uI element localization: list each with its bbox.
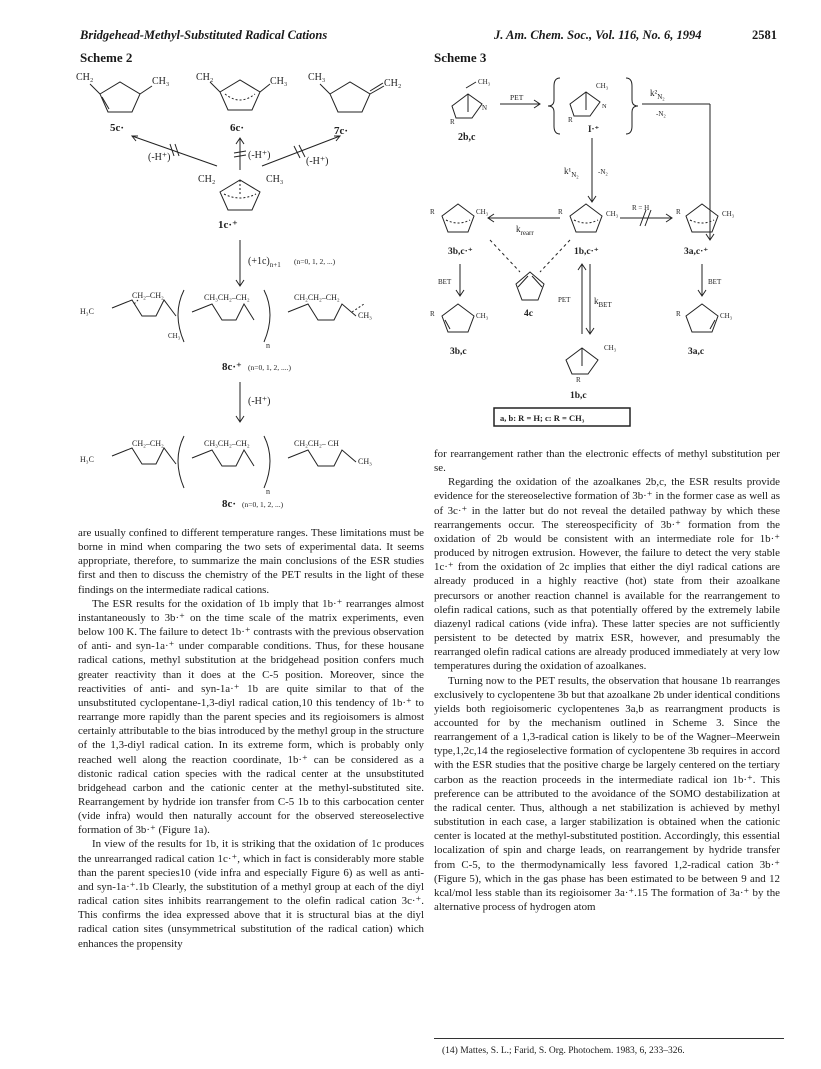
running-title: Bridgehead-Methyl-Substituted Radical Cations [80, 28, 328, 42]
structure-6c [210, 80, 270, 110]
pet-mid-label: PET [558, 296, 571, 304]
chain-label: CH₂CH₂–CH₂ [294, 293, 340, 302]
r-label: R [676, 310, 681, 318]
structure-5c [90, 82, 152, 112]
chain-label: CH₂–CH₂ [132, 291, 164, 300]
bet-right-label: BET [708, 278, 722, 286]
structure-4c [516, 272, 544, 300]
ch2-label: CH₂ [198, 174, 216, 185]
minus-h-left: (-H⁺) [148, 152, 171, 163]
k1-label: $k^1_{N_2}$ [564, 166, 579, 179]
ch3-label: CH₃ [270, 76, 288, 87]
structure-1bc-cation [570, 204, 602, 232]
n-range-2: (n=0, 1, 2, ....) [248, 363, 291, 372]
ch3-label: CH₃ [152, 76, 170, 87]
label-5c: 5c· [110, 122, 125, 134]
n-label: N [602, 103, 607, 110]
r-equals-h-label: R = H [632, 204, 650, 212]
footnote: (14) Mattes, S. L.; Farid, S. Org. Photochem. 1983, 6, 233–326. [442, 1046, 685, 1056]
h3c-label: H₃C [80, 307, 94, 316]
ch2-label: CH₂ [384, 78, 402, 89]
ch3-label: CH₃ [606, 210, 619, 218]
label-8c-radical: 8c· [222, 498, 237, 510]
scheme-2-figure [72, 64, 412, 514]
n-range-3: (n=0, 1, 2, ...) [242, 500, 284, 509]
label-1bc: 1b,c [570, 391, 587, 401]
pet-label: PET [510, 93, 524, 102]
minus-n2-label: -N₂ [656, 110, 666, 118]
r-label: R [568, 116, 573, 124]
n-range-1: (n=0, 1, 2, ...) [294, 257, 336, 266]
scheme-3-figure [420, 64, 750, 436]
ch3-label: CH₃ [358, 311, 372, 320]
pet-bet-equilibrium [578, 264, 594, 334]
blocked-arrow [620, 210, 672, 226]
k2-arrow [642, 104, 714, 240]
footnote-rule [434, 1038, 784, 1039]
k-rearr-arrow [488, 214, 560, 222]
chain-label: CH₃CH₂–CH₂ [204, 293, 250, 302]
structure-3bc [442, 304, 474, 332]
paragraph: Regarding the oxidation of the azoalkanes 2b,c, the ESR results provide evidence for the stereoselective formation of 3b·⁺ in the former case as well as of 3c·⁺ in the latter but do not reveal the detailed pathway by which these rearrangements occur. The stereospecificity of 3b·⁺ formation from the oxidation of 2b would be consistent with an intermediate role for 1b·⁺ produced by nitrogen extrusion. However, the failure to detect the very stable 1c·⁺ from the oxidation of 2c implies that either the diyl radical cations are already produced in a highly reactive (hot) state from their azoalkane precursors or another reaction channel is available for the rearrangement to olefin radical cations, such as that potentially offered by the extremely labile diazenyl radical cations (vide infra). These latter species are not sufficiently persistent to be detected by matrix ESR, however, and presumably the rearranged olefin radical cations are already produced immediately at very low temperatures during the oxidation of azoalkanes. [434, 476, 780, 673]
paragraph: In view of the results for 1b, it is striking that the oxidation of 1c produces the unrearranged radical cation 1c·⁺, which in fact is considerably more stable than the parent species10 (vide infra and especially Figure 6) as well as anti- and syn-1a·⁺.1b Clearly, the substitution of a methyl group at each of the diyl radical cation sites inhibits rearrangement to the olefin radical cation 3c·⁺. This confirms the idea expressed above that it is structural bias at the diyl radical cation sites (unsymmetrical substitution of the radical cation) which enhances the propensity [78, 838, 424, 950]
minus-h-right: (-H⁺) [306, 156, 329, 167]
ch3-label: CH₃ [476, 312, 489, 320]
label-3ac: 3a,c [688, 347, 705, 357]
scheme-3-title: Scheme 3 [434, 50, 487, 65]
krearr-label: $k_{rearr}$ [516, 224, 534, 237]
bet-arrows [456, 264, 706, 296]
n-label: N [482, 104, 488, 112]
minus-h-lower: (-H⁺) [248, 396, 271, 407]
paragraph: Turning now to the PET results, the observation that housane 1b rearranges exclusively to cyclopentene 3b but that azoalkane 2b under identical conditions yields both regioisomeric cyclopentenes 3a,b as rearrangment products is accounted for by the mechanism outlined in Scheme 3. Since the rearrangement of a 1,3-radical cation is likely to be of the Wagner–Meerwein type,1,2c,14 the regioselective formation of cyclopentene 3b requires in accord with the ESR studies that the positive charge be largely centered on the tertiary carbon as the reaction proceeds in the intermediate radical ion 1b·⁺. This preference can be attributed to the avoidance of the SOMO destabilization at the radical center. Thus, although a net stabilization is achieved by methyl substitution in each case, a larger stabilization is obtained when the cationic center is located at the methyl-substituted postition. Accordingly, this essential localization of spin and charge leads, on rearrangement by hydride transfer from C-5, to the thermodynamically less favored 1,2-radical cation 3b·⁺ (Figure 5), which in the gas phase has been estimated to be between 9 and 12 kcal/mol less stable than its regioisomer 3a·⁺.15 The formation of 3a·⁺ by the alternative process of hydrogen atom [434, 674, 780, 913]
r-label: R [576, 376, 581, 384]
paragraph: for rearrangement rather than the electronic effects of methyl substitution per se. [434, 448, 780, 475]
paragraph: are usually confined to different temperature ranges. These limitations must be borne in mind when comparing the two sets of experimental data. It seems appropriate, therefore, to summarize the main conclusions of the ESR studies first and then to discuss the chemistry of the PET results in the light of these findings on the intermediate radical cations. [78, 527, 424, 596]
structure-3ac [686, 304, 718, 332]
k2-label: $k^2_{N_2}$ [650, 88, 665, 101]
chain-label: CH₂–CH₂ [132, 439, 164, 448]
page-number: 2581 [752, 28, 777, 42]
ch3-label: CH₃ [308, 72, 326, 83]
label-8c-cation: 8c·⁺ [222, 361, 242, 373]
label-3ac-cation: 3a,c·⁺ [684, 247, 709, 257]
label-3bc-cation: 3b,c·⁺ [448, 247, 473, 257]
structure-2bc [452, 82, 482, 118]
label-intermediate: I·⁺ [588, 124, 600, 134]
r-label: R [430, 310, 435, 318]
journal-citation: J. Am. Chem. Soc., Vol. 116, No. 6, 1994 [494, 28, 702, 42]
n-subscript: n [266, 341, 270, 350]
r-label: R [558, 208, 563, 216]
ch3-label: CH₃ [604, 344, 617, 352]
n-subscript: n [266, 487, 270, 496]
ch2-label: CH₂ [76, 72, 94, 83]
label-3bc: 3b,c [450, 347, 467, 357]
label-1bc-cation: 1b,c·⁺ [574, 247, 599, 257]
structure-3bc-cation [442, 204, 474, 232]
kbet-label: $k_{BET}$ [594, 296, 612, 309]
scheme-legend: a, b: R = H; c: R = CH₃ [500, 413, 585, 423]
addition-label: $(+1c)_{n+1}$ [248, 256, 281, 269]
ch3-label: CH₃ [358, 457, 372, 466]
r-label: R [676, 208, 681, 216]
label-4c: 4c [524, 309, 533, 319]
minus-h-mid: (-H⁺) [248, 150, 271, 161]
label-6c: 6c· [230, 122, 245, 134]
structure-7c [320, 82, 384, 112]
structure-1bc [566, 348, 598, 374]
ch3-label: CH₃ [168, 332, 181, 340]
bet-left-label: BET [438, 278, 452, 286]
chain-label: CH₂CH₂– CH [294, 439, 339, 448]
ch3-label: CH₃ [720, 312, 733, 320]
ch3-label: CH₃ [722, 210, 735, 218]
structure-3ac-cation [686, 204, 718, 232]
structure-1c-cation [220, 180, 260, 210]
right-column [434, 447, 780, 914]
label-7c: 7c· [334, 125, 349, 137]
label-2bc: 2b,c [458, 132, 476, 143]
paragraph: The ESR results for the oxidation of 1b imply that 1b·⁺ rearranges almost instantaneously to 3b·⁺ on the time scale of the matrix experiments, even below 100 K. The failure to detect 1b·⁺ contrasts with the previous observation of anti- and syn-1a·⁺ under comparable conditions. Thus, for these housane radical cations, methyl substitution at the bridgehead position confers much greater reactivity than it does at the C-5 position. Moreover, since the reactivities of anti- and syn-1a·⁺ 1b are quite similar to that of the unsubstituted cyclopentane-1,3-diyl radical cation,10 this tendency of 1b·⁺ to rearrange more rapidly than the parent species and its regioisomers is almost certainly attributable to the bias introduced by the methyl group in the structure of the 1,3-diyl radical cation. In its extreme form, which is probably only reached well along the reaction coordinate, 1b·⁺ can be considered as a distonic radical cation species with the radical center at the unsubstituted bridgehead carbon and the cationic center at the methyl-substituted site. Rearrangement by hydride ion transfer from C-5 1b to this carbocation center (vide infra) would then naturally account for the observed stereoselective formation of 3b·⁺ (Figure 1a). [78, 597, 424, 837]
left-column [78, 526, 424, 951]
ch3-label: CH₃ [266, 174, 284, 185]
label-1c-cation: 1c·⁺ [218, 219, 238, 231]
chain-label: CH₃CH₂–CH₂ [204, 439, 250, 448]
deprotonation-arrow [236, 382, 244, 422]
ch2-label: CH₂ [196, 72, 214, 83]
ch3-label: CH₃ [596, 82, 609, 90]
h3c-label: H₃C [80, 455, 94, 464]
minus-n2-label: -N₂ [598, 168, 608, 176]
scheme-2-title: Scheme 2 [80, 50, 133, 65]
polymerization-arrow [236, 240, 244, 286]
ch3-label: CH₃ [476, 208, 489, 216]
r-label: R [430, 208, 435, 216]
dashed-arrows-4c [490, 240, 570, 272]
k1-arrow [588, 138, 596, 202]
ch3-label: CH₃ [478, 78, 491, 86]
r-label: R [450, 118, 455, 126]
